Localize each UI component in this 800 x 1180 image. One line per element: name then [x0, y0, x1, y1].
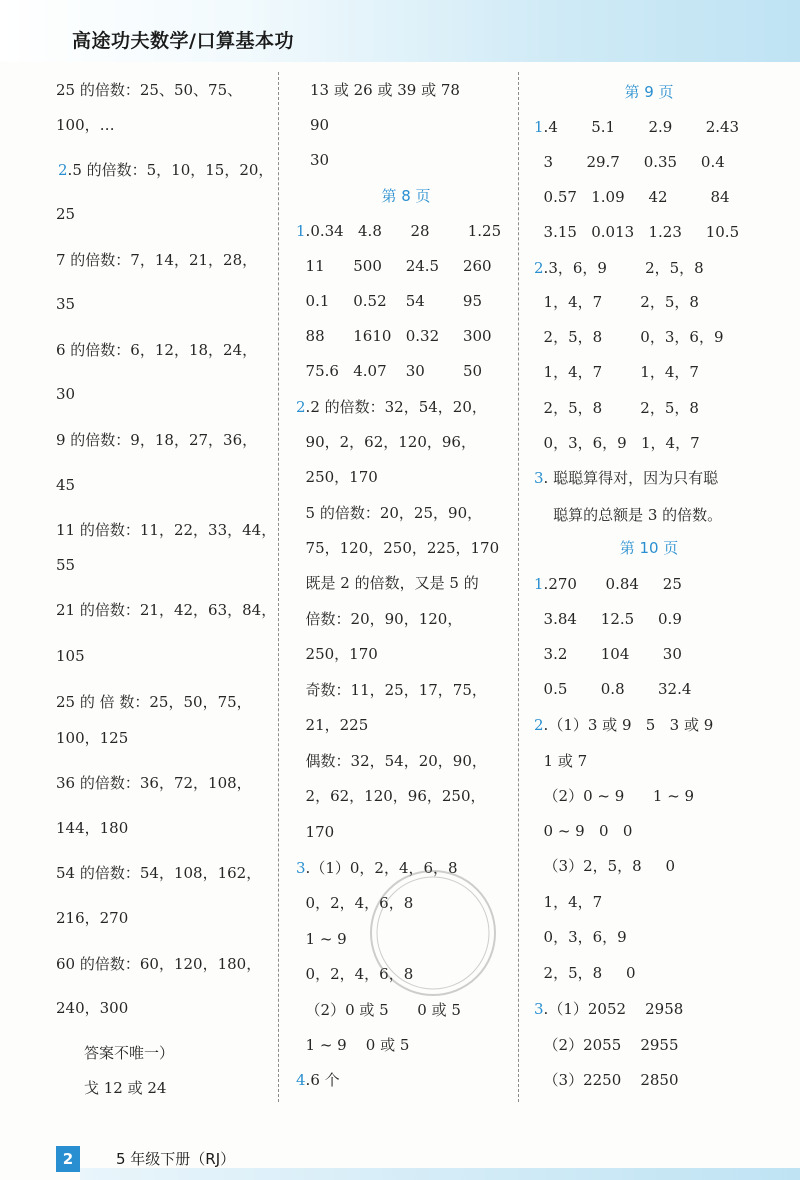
question-number: 2	[58, 161, 68, 179]
answer-line: 1，4，7 2，5，8	[534, 293, 699, 311]
answer-line: （3）2，5，8 0	[534, 857, 676, 875]
answer-line: 0，2，4，6，8	[296, 894, 414, 912]
answer-line: 216，270	[56, 909, 129, 927]
answer-line: 3.84 12.5 0.9	[534, 610, 682, 628]
answer-line: 60 的倍数：60，120，180，	[56, 955, 262, 973]
answer-line: 1 ~ 9 0 或 5	[296, 1036, 410, 1054]
question-number: 3	[296, 859, 306, 877]
question-number: 1	[534, 575, 544, 593]
book-grade-label: 5 年级下册（RJ）	[116, 1150, 236, 1168]
question-number: 3	[534, 469, 544, 487]
answer-line: （3）2250 2850	[534, 1071, 679, 1089]
column-divider-2	[518, 72, 519, 1102]
answer-line: 5 的倍数：20，25，90，	[296, 504, 483, 522]
section-title-page-10: 第 10 页	[619, 539, 679, 557]
answer-line: 3.（1）0，2，4，6，8	[296, 859, 458, 877]
answer-line: 聪算的总额是 3 的倍数。	[534, 506, 723, 524]
answer-line: 1，4，7	[534, 893, 603, 911]
answer-line: 1.4 5.1 2.9 2.43	[534, 118, 740, 136]
book-series-title: 高途功夫数学/口算基本功	[72, 30, 294, 52]
answer-line: 30	[310, 151, 330, 169]
question-number: 2	[534, 259, 544, 277]
answer-line: 0 ~ 9 0 0	[534, 822, 633, 840]
answer-line: 11 500 24.5 260	[296, 257, 492, 275]
question-number: 1	[534, 118, 544, 136]
answer-line: 2.3，6，9 2，5，8	[534, 259, 704, 277]
answer-line: 奇数：11，25，17，75，	[296, 681, 487, 699]
question-number: 4	[296, 1071, 306, 1089]
column-divider-1	[278, 72, 279, 1102]
answer-line: 105	[56, 647, 85, 665]
answer-line: 25 的倍数：25、50、75、	[56, 81, 243, 99]
answer-line: 2.5 的倍数：5，10，15，20，	[58, 161, 274, 179]
section-title-page-9: 第 9 页	[624, 83, 674, 101]
answer-line: 0，3，6，9 1，4，7	[534, 434, 700, 452]
answer-line: （2）0 ~ 9 1 ~ 9	[534, 787, 695, 805]
answer-line: 1.270 0.84 25	[534, 575, 682, 593]
watermark-stamp	[358, 858, 508, 1008]
answer-line: 3. 聪聪算得对，因为只有聪	[534, 469, 719, 487]
answer-line: 90	[310, 116, 330, 134]
answer-line: 0.57 1.09 42 84	[534, 188, 730, 206]
answer-line: 21 的倍数：21，42，63，84，	[56, 601, 277, 619]
answer-line: （2）0 或 5 0 或 5	[296, 1001, 461, 1019]
answer-line: 250，170	[296, 645, 378, 663]
question-number: 3	[534, 1000, 544, 1018]
question-number: 2	[534, 716, 544, 734]
answer-line: 90，2，62，120，96，	[296, 433, 476, 451]
answer-line: 100，…	[56, 116, 115, 134]
answer-line: 100，125	[56, 729, 129, 747]
answer-line: 55	[56, 556, 76, 574]
answer-line: 6 的倍数：6，12，18，24，	[56, 341, 258, 359]
answer-line: 2，62，120，96，250，	[296, 787, 486, 805]
answer-line: 240，300	[56, 999, 129, 1017]
answer-line: 既是 2 的倍数，又是 5 的	[296, 574, 479, 592]
answer-line: 戈 12 或 24	[84, 1079, 167, 1097]
answer-line: 144，180	[56, 819, 129, 837]
answer-line: 2，5，8 2，5，8	[534, 399, 699, 417]
answer-line: 答案不唯一）	[84, 1044, 175, 1062]
answer-line: 3.15 0.013 1.23 10.5	[534, 223, 740, 241]
answer-line: 250，170	[296, 468, 378, 486]
answer-line: 1，4，7 1，4，7	[534, 363, 699, 381]
answer-line: 2.（1）3 或 9 5 3 或 9	[534, 716, 714, 734]
answer-line: 2.2 的倍数：32，54，20，	[296, 398, 487, 416]
answer-line: 54 的倍数：54，108，162，	[56, 864, 262, 882]
answer-line: 0.1 0.52 54 95	[296, 292, 483, 310]
answer-line: 0，2，4，6，8	[296, 965, 414, 983]
answer-line: 2，5，8 0	[534, 964, 636, 982]
answer-line: 0，3，6，9	[534, 928, 627, 946]
answer-line: 25	[56, 205, 76, 223]
answer-line: 13 或 26 或 39 或 78	[310, 81, 460, 99]
answer-line: 1.0.34 4.8 28 1.25	[296, 222, 502, 240]
answer-line: 倍数：20，90，120，	[296, 610, 463, 628]
answer-line: 170	[296, 823, 335, 841]
answer-line: 30	[56, 385, 76, 403]
answer-line: 75.6 4.07 30 50	[296, 362, 483, 380]
answer-line: 7 的倍数：7，14，21，28，	[56, 251, 258, 269]
answer-line: 88 1610 0.32 300	[296, 327, 492, 345]
answer-line: 1 或 7	[534, 752, 588, 770]
answer-line: 11 的倍数：11，22，33，44，	[56, 521, 277, 539]
answer-line: 3 29.7 0.35 0.4	[534, 153, 725, 171]
answer-line: 35	[56, 295, 76, 313]
answer-line: 3.2 104 30	[534, 645, 682, 663]
answer-line: 21，225	[296, 716, 369, 734]
answer-line: 0.5 0.8 32.4	[534, 680, 692, 698]
page-number-badge: 2	[56, 1146, 80, 1172]
section-title-page-8: 第 8 页	[381, 187, 431, 205]
footer-band	[80, 1168, 800, 1180]
answer-line: 36 的倍数：36，72，108，	[56, 774, 252, 792]
question-number: 2	[296, 398, 306, 416]
answer-line: 3.（1）2052 2958	[534, 1000, 684, 1018]
question-number: 1	[296, 222, 306, 240]
answer-line: 1 ~ 9	[296, 930, 347, 948]
answer-line: 2，5，8 0，3，6，9	[534, 328, 724, 346]
answer-line: 9 的倍数：9，18，27，36，	[56, 431, 258, 449]
answer-line: 75，120，250，225，170	[296, 539, 500, 557]
answer-line: 4.6 个	[296, 1071, 340, 1089]
answer-line: 45	[56, 476, 76, 494]
answer-line: 偶数：32，54，20，90，	[296, 752, 487, 770]
answer-line: 25 的 倍 数：25，50，75，	[56, 693, 252, 711]
answer-line: （2）2055 2955	[534, 1036, 679, 1054]
